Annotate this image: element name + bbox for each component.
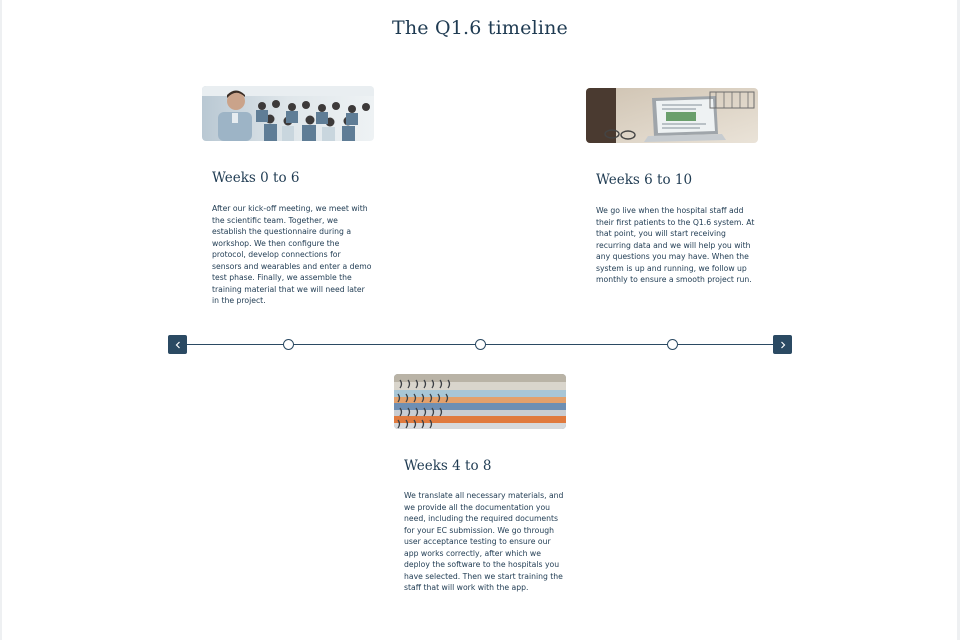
- timeline-next-button[interactable]: [773, 335, 792, 354]
- card-heading: Weeks 0 to 6: [212, 170, 300, 186]
- card-body-text: We translate all necessary materials, and we provide all the documentation you need, including the required documents for your EC submission. We go through user acceptance testing to ensure our app works correctly, after which we deploy the software to the hospitals you have selected. Then we start training the staff that will work with the app.: [404, 491, 564, 592]
- card-heading: Weeks 4 to 8: [404, 458, 492, 474]
- card-body-text: We go live when the hospital staff add their first patients to the Q1.6 system. At that point, you will start receiving recurring data and we will help you with any questions you may have. When the system is up and running, we follow up monthly to ensure a smooth project run.: [596, 206, 755, 284]
- timeline-card-weeks-4-8: [394, 374, 566, 592]
- timeline-prev-button[interactable]: [168, 335, 187, 354]
- chevron-left-icon: [174, 341, 182, 349]
- timeline-card-weeks-0-6: [202, 86, 374, 305]
- chevron-right-icon: [779, 341, 787, 349]
- timeline-node[interactable]: [667, 339, 678, 350]
- laptop-dashboard-photo: [586, 88, 758, 143]
- timeline-node[interactable]: [475, 339, 486, 350]
- frame-edge-left: [0, 0, 2, 640]
- card-heading: Weeks 6 to 10: [596, 172, 693, 188]
- page-title: The Q1.6 timeline: [391, 17, 569, 39]
- timeline-node[interactable]: [283, 339, 294, 350]
- timeline-card-weeks-6-10: [586, 88, 758, 284]
- card-body-text: After our kick-off meeting, we meet with the scientific team. Together, we establish the questionnaire during a workshop. We then configure the protocol, develop connections for sensors and wearables and enter a demo test phase. Finally, we assemble the training material that we will need later in the project.: [212, 204, 372, 305]
- spiral-notebooks-photo: [394, 374, 566, 429]
- presentation-audience-photo: [202, 86, 374, 141]
